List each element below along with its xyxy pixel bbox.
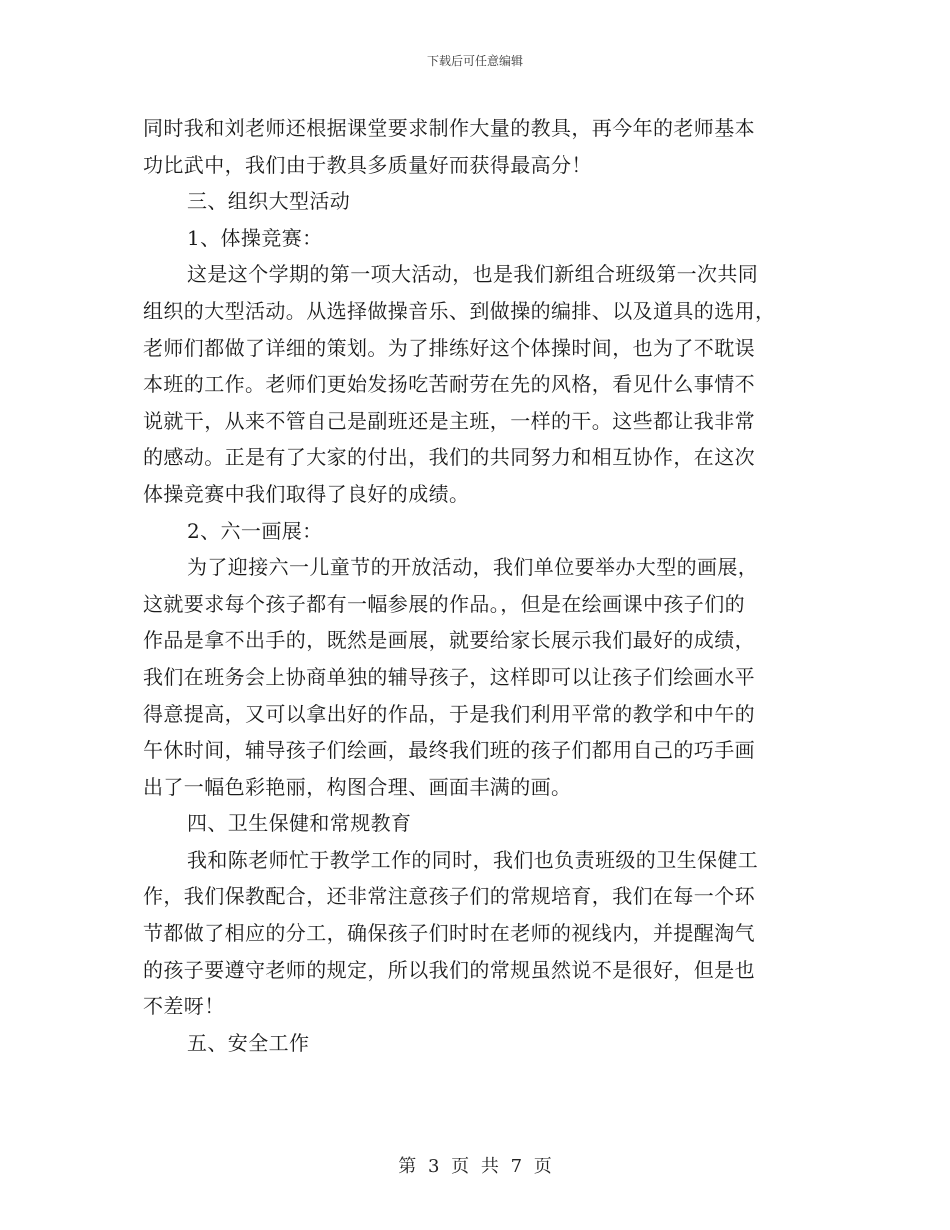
text-line: 的孩子要遵守老师的规定，所以我们的常规虽然说不是很好，但是也: [143, 957, 755, 982]
document-body: [143, 110, 803, 1061]
text-line: 我和陈老师忙于教学工作的同时，我们也负责班级的卫生保健工: [187, 847, 759, 872]
text-line: 作品是拿不出手的，既然是画展，就要给家长展示我们最好的成绩，: [143, 628, 755, 653]
text-line: 说就干，从来不管自己是副班还是主班，一样的干。这些都让我非常: [143, 408, 755, 433]
text-line: 三、组织大型活动: [187, 189, 351, 214]
text-line: 功比武中，我们由于教具多质量好而获得最高分！: [143, 152, 592, 177]
text-line: 老师们都做了详细的策划。为了排练好这个体操时间，也为了不耽误: [143, 335, 755, 360]
text-line: 四、卫生保健和常规教育: [187, 811, 412, 836]
text-line: 同时我和刘老师还根据课堂要求制作大量的教具，再今年的老师基本: [143, 116, 755, 140]
text-line: 五、安全工作: [187, 1030, 310, 1055]
text-line: 体操竞赛中我们取得了良好的成绩。: [143, 481, 470, 506]
text-line: 出了一幅色彩艳丽，构图合理、画面丰满的画。: [143, 774, 572, 799]
text-line: 本班的工作。老师们更始发扬吃苦耐劳在先的风格，看见什么事情不: [143, 372, 755, 397]
text-line: 得意提高，又可以拿出好的作品，于是我们利用平常的教学和中午的: [143, 701, 755, 726]
text-line: 我们在班务会上协商单独的辅导孩子，这样即可以让孩子们绘画水平: [143, 664, 755, 689]
text-line: 作，我们保教配合，还非常注意孩子们的常规培育，我们在每一个环: [143, 884, 755, 909]
text-line: 为了迎接六一儿童节的开放活动，我们单位要举办大型的画展，: [187, 555, 759, 580]
text-line: 2、六一画展：: [187, 518, 323, 543]
text-line: 不差呀！: [143, 994, 225, 1019]
text-line: 这就要求每个孩子都有一幅参展的作品。，但是在绘画课中孩子们的: [143, 591, 745, 616]
text-line: 的感动。正是有了大家的付出，我们的共同努力和相互协作，在这次: [143, 445, 755, 470]
text-line: 节都做了相应的分工，确保孩子们时时在老师的视线内，并提醒淘气: [143, 921, 755, 946]
text-line: 这是这个学期的第一项大活动，也是我们新组合班级第一次共同: [187, 262, 759, 287]
text-line: 组织的大型活动。从选择做操音乐、到做操的编排、以及道具的选用，: [143, 298, 776, 323]
header-note: 下载后可任意编辑: [426, 54, 523, 68]
text-line: 午休时间，辅导孩子们绘画，最终我们班的孩子们都用自己的巧手画: [143, 738, 755, 763]
text-line: 1、体操竞赛：: [187, 225, 323, 250]
page-number: 第 3 页 共 7 页: [398, 1156, 552, 1177]
